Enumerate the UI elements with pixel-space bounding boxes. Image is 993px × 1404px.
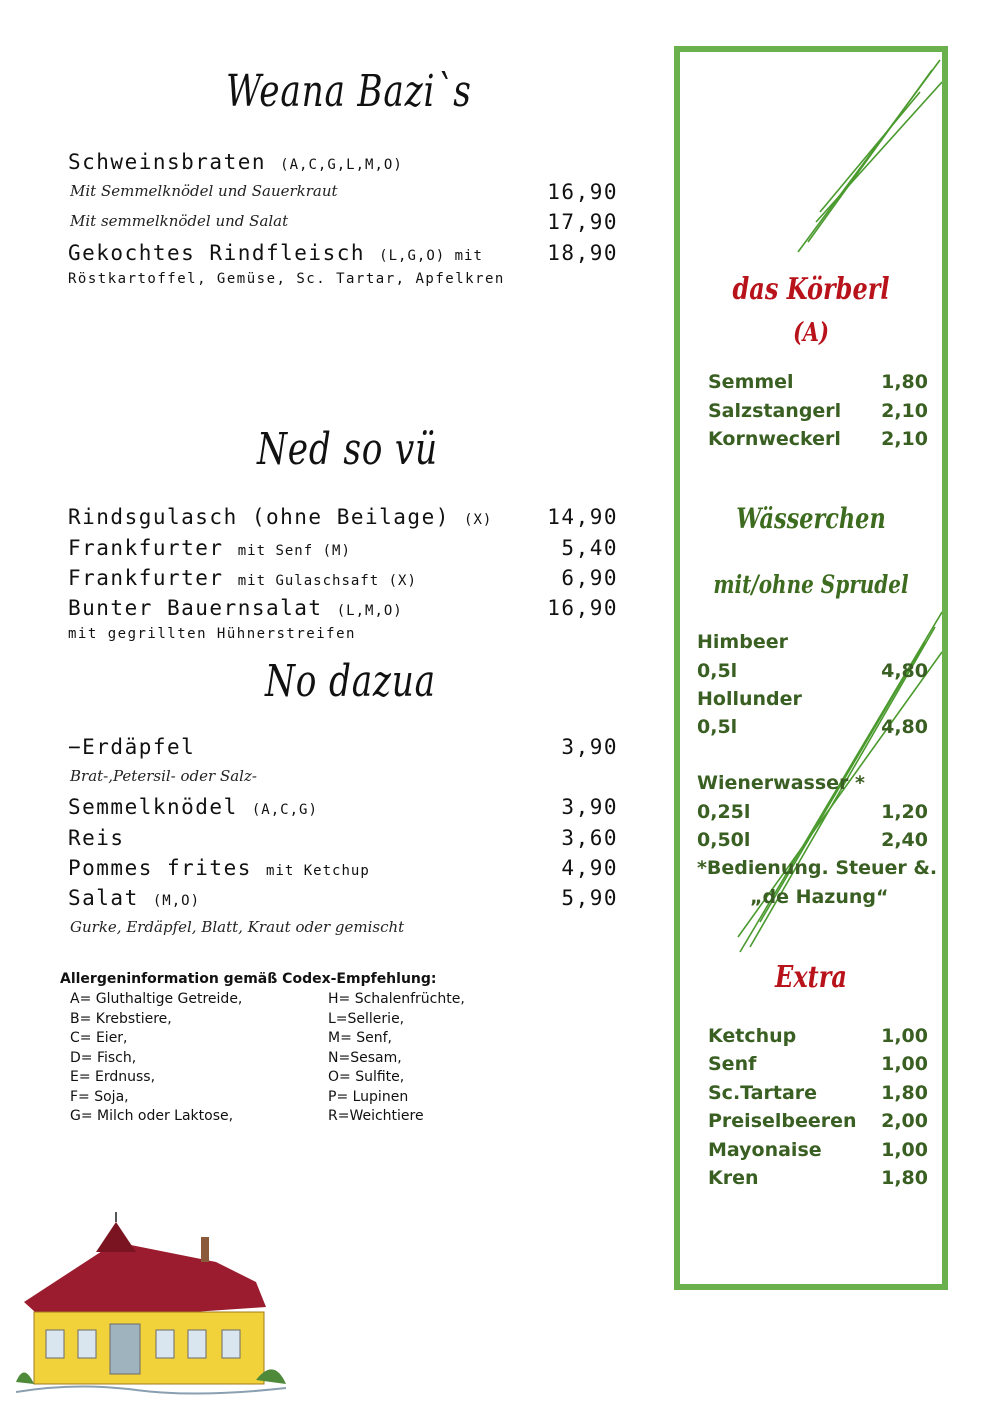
koerberl-item: Salzstangerl — [708, 400, 842, 422]
item-tag: (L,G,O) mit — [379, 248, 483, 264]
wasser-item: 0,50l — [697, 829, 751, 851]
allergy-entry: G= Milch oder Laktose, — [70, 1108, 234, 1124]
extra-price: 1,00 — [881, 1025, 928, 1047]
menu-sub-semmelknoedel: Mit Semmelknödel und Sauerkraut — [70, 182, 338, 200]
allergy-col-1 — [70, 990, 242, 1127]
roof — [24, 1242, 266, 1322]
item-tag: (X) — [464, 512, 493, 528]
section-title-weana: Weana Bazi`s — [226, 66, 472, 117]
menu-item-bauernsalat — [68, 596, 403, 620]
window — [222, 1330, 240, 1358]
item-name: Bunter Bauernsalat — [68, 596, 323, 620]
allergy-title: Allergeninformation gemäß Codex-Empfehlung: — [60, 971, 437, 987]
wasser-title: Wässerchen — [736, 502, 886, 535]
item-name: Frankfurter — [68, 536, 224, 560]
item-name: Schweinsbraten — [68, 150, 267, 174]
wasser-subtitle: mit/ohne Sprudel — [713, 570, 909, 599]
menu-sub-salat: Gurke, Erdäpfel, Blatt, Kraut oder gemischt — [70, 918, 405, 936]
window — [78, 1330, 96, 1358]
allergy-entry: B= Krebstiere, — [70, 1010, 172, 1027]
allergy-entry: E= Erdnuss, — [70, 1069, 156, 1085]
menu-item-salat — [68, 886, 200, 910]
menu-price: 3,90 — [561, 795, 618, 819]
item-tag: mit Senf (M) — [237, 543, 351, 559]
item-tag: (A,C,G) — [251, 802, 318, 818]
menu-item-pommes — [68, 856, 370, 880]
koerberl-title: das Körberl — [732, 272, 890, 307]
item-name: Salat — [68, 886, 139, 910]
extra-price: 1,00 — [881, 1139, 928, 1161]
section-title-nedso: Ned so vü — [257, 424, 438, 475]
menu-price: 5,90 — [561, 886, 618, 910]
extra-price: 1,80 — [881, 1082, 928, 1104]
extra-title: Extra — [775, 960, 847, 995]
door — [110, 1324, 140, 1374]
wasser-item: 0,25l — [697, 801, 751, 823]
koerberl-price: 2,10 — [881, 400, 928, 422]
menu-item-erdaepfel: −Erdäpfel — [68, 735, 196, 759]
menu-sub-salat: Mit semmelknödel und Salat — [70, 212, 289, 230]
menu-price: 6,90 — [561, 566, 618, 590]
item-name: Rindsgulasch (ohne Beilage) — [68, 505, 450, 529]
menu-item-rindfleisch — [68, 241, 483, 265]
wasser-price: 4,80 — [881, 716, 928, 738]
extra-price: 1,00 — [881, 1053, 928, 1075]
item-name: Pommes frites — [68, 856, 252, 880]
allergy-entry: P= Lupinen — [328, 1088, 409, 1105]
strokes-top — [798, 60, 942, 252]
menu-item-frankfurter-gulasch — [68, 566, 417, 590]
extra-price: 1,80 — [881, 1167, 928, 1189]
menu-item-gulasch — [68, 505, 492, 529]
allergy-entry: L=Sellerie, — [328, 1010, 405, 1027]
window — [156, 1330, 174, 1358]
menu-price: 18,90 — [547, 241, 618, 265]
item-name: Semmelknödel — [68, 795, 238, 819]
menu-price: 4,90 — [561, 856, 618, 880]
allergy-entry: N=Sesam, — [328, 1049, 402, 1066]
extra-item: Ketchup — [708, 1025, 797, 1047]
extra-item: Kren — [708, 1167, 759, 1189]
item-tag: (A,C,G,L,M,O) — [280, 157, 403, 173]
allergy-entry: D= Fisch, — [70, 1049, 137, 1066]
wasser-price: 2,40 — [881, 829, 928, 851]
menu-price: 3,60 — [561, 826, 618, 850]
item-tag: mit Ketchup — [266, 863, 370, 879]
extra-item: Senf — [708, 1053, 757, 1075]
allergy-entry: F= Soja, — [70, 1088, 129, 1105]
extra-item: Sc.Tartare — [708, 1082, 818, 1104]
allergy-entry: C= Eier, — [70, 1030, 128, 1046]
wasser-item: 0,5l — [697, 660, 738, 682]
inn-building-illustration — [16, 1212, 286, 1397]
menu-item-frankfurter-senf — [68, 536, 351, 560]
item-name: Frankfurter — [68, 566, 224, 590]
chimney — [201, 1237, 209, 1262]
menu-sub-rindfleisch: Röstkartoffel, Gemüse, Sc. Tartar, Apfelkren — [68, 271, 505, 287]
window — [46, 1330, 64, 1358]
allergy-col-2 — [328, 990, 465, 1127]
menu-sub-erdaepfel: Brat-,Petersil- oder Salz- — [70, 767, 257, 785]
allergy-entry: A= Gluthaltige Getreide, — [70, 991, 243, 1007]
window — [188, 1330, 206, 1358]
allergy-entry: R=Weichtiere — [328, 1108, 424, 1124]
menu-price: 5,40 — [561, 536, 618, 560]
bush — [16, 1372, 34, 1384]
allergy-entry: H= Schalenfrüchte, — [328, 991, 465, 1007]
koerberl-price: 2,10 — [881, 428, 928, 450]
wasser-item: Himbeer — [697, 631, 788, 653]
koerberl-price: 1,80 — [881, 371, 928, 393]
item-tag: (M,O) — [152, 893, 201, 909]
roof-tower — [96, 1222, 136, 1252]
menu-item-schweinsbraten — [68, 150, 403, 174]
wasser-item: Wienerwasser * — [697, 772, 865, 794]
menu-price: 16,90 — [547, 180, 618, 204]
menu-price: 14,90 — [547, 505, 618, 529]
menu-price: 17,90 — [547, 210, 618, 234]
menu-item-reis: Reis — [68, 826, 125, 850]
item-name: Gekochtes Rindfleisch — [68, 241, 366, 265]
ground-line — [16, 1386, 286, 1393]
wasser-price: 1,20 — [881, 801, 928, 823]
koerberl-item: Kornweckerl — [708, 428, 841, 450]
extra-item: Preiselbeeren — [708, 1110, 857, 1132]
allergy-entry: O= Sulfite, — [328, 1069, 405, 1085]
item-tag: mit Gulaschsaft (X) — [237, 573, 417, 589]
item-tag: (L,M,O) — [336, 603, 403, 619]
section-title-dazua: No dazua — [265, 656, 436, 707]
extra-item: Mayonaise — [708, 1139, 822, 1161]
wasser-item: 0,5l — [697, 716, 738, 738]
wasser-note: „de Hazung“ — [750, 886, 889, 908]
menu-item-semmelknoedel — [68, 795, 318, 819]
wasser-item: Hollunder — [697, 688, 802, 710]
menu-price: 16,90 — [547, 596, 618, 620]
wasser-note: *Bedienung. Steuer &. — [697, 857, 938, 879]
extra-price: 2,00 — [881, 1110, 928, 1132]
koerberl-allergen: (A) — [793, 318, 829, 348]
menu-price: 3,90 — [561, 735, 618, 759]
menu-sub-bauernsalat: mit gegrillten Hühnerstreifen — [68, 626, 356, 642]
koerberl-item: Semmel — [708, 371, 794, 393]
wasser-price: 4,80 — [881, 660, 928, 682]
allergy-entry: M= Senf, — [328, 1030, 393, 1046]
